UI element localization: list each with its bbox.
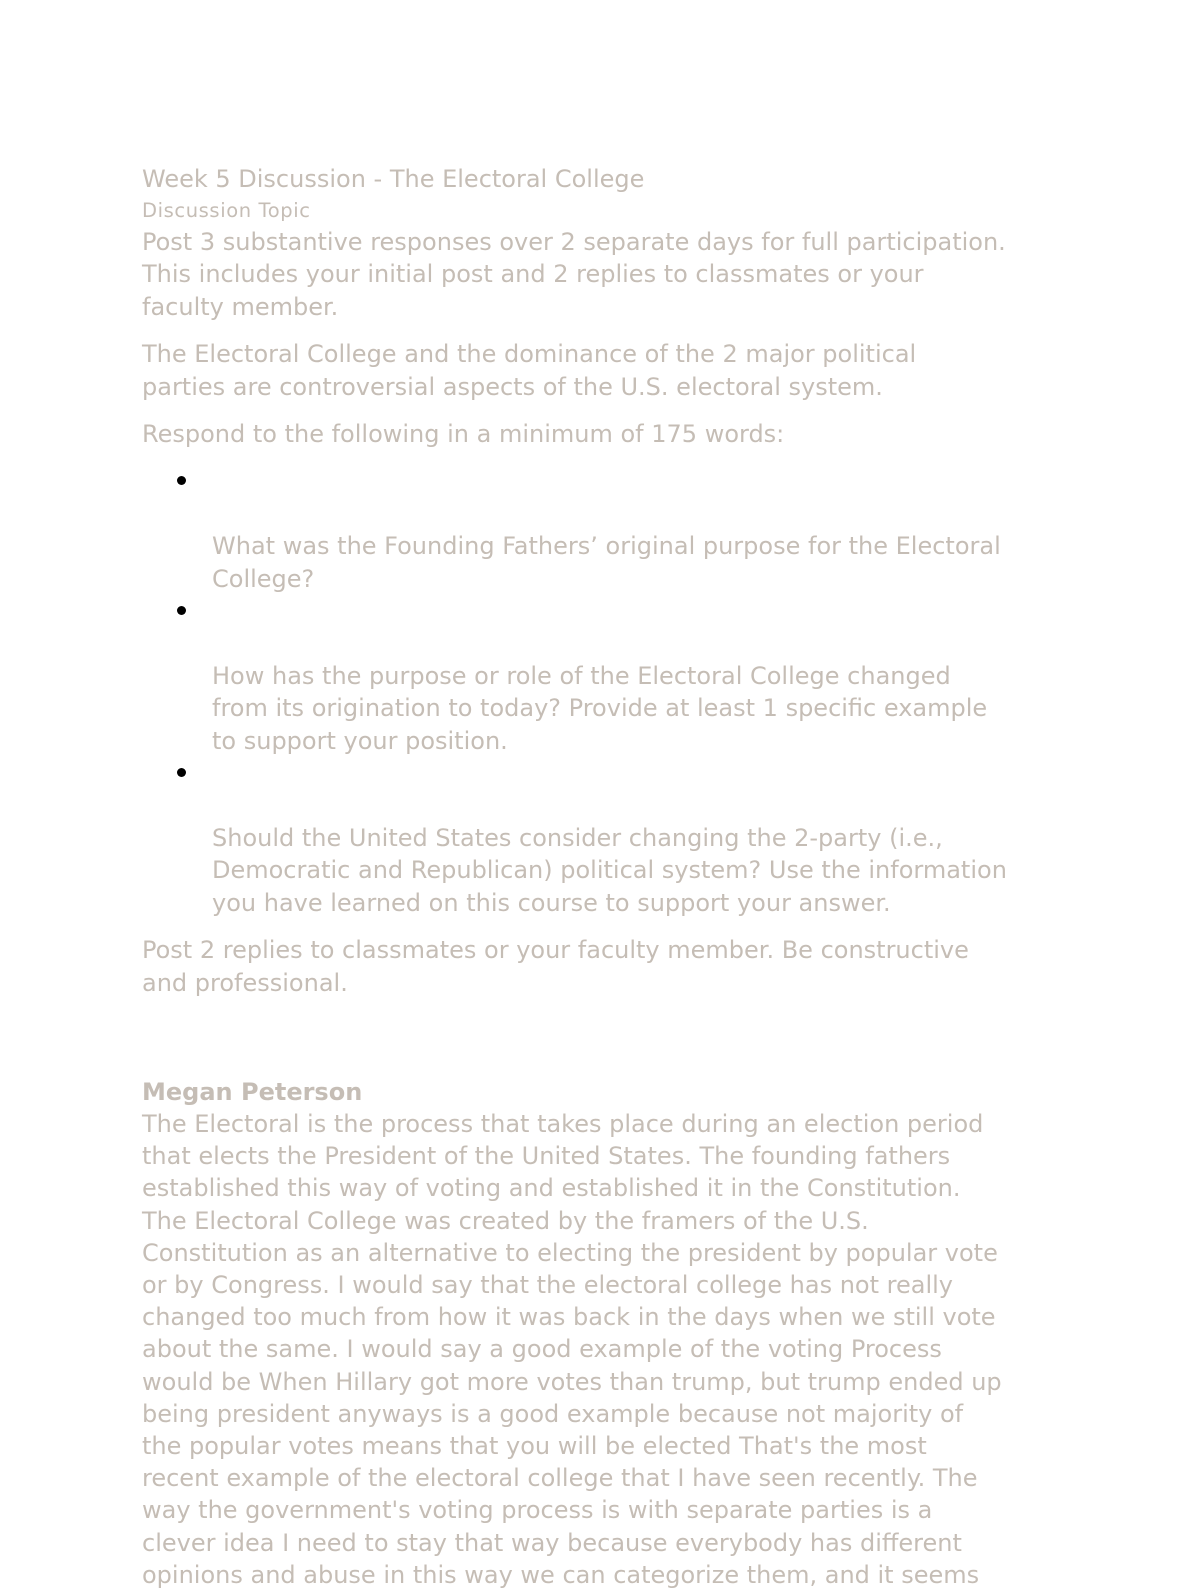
document-page: [142, 162, 1067, 1591]
discussion-prompts-list: [142, 465, 1067, 919]
list-item: [142, 465, 1067, 595]
prompt-text: What was the Founding Fathers’ original purpose for the Electoral College?: [212, 532, 1001, 593]
topic-context: The Electoral College and the dominance of the 2 major political parties are controversial aspects of the U.S. electoral system.: [142, 340, 917, 401]
list-item: [142, 757, 1067, 919]
section-spacer: [142, 1014, 1067, 1076]
response-author: Megan Peterson: [142, 1077, 363, 1106]
bullet-icon: [177, 768, 186, 777]
prompt-text: Should the United States consider changing the 2-party (i.e., Democratic and Republican) political system? Use the information you have learned on this course to support your answer.: [212, 823, 1007, 917]
participation-instructions: Post 3 substantive responses over 2 separate days for full participation. This includes your initial post and 2 replies to classmates or your faculty member.: [142, 228, 1006, 321]
response-instruction: Respond to the following in a minimum of 175 words:: [142, 420, 785, 449]
list-item: [142, 595, 1067, 757]
bullet-icon: [177, 606, 186, 615]
document-title: Week 5 Discussion - The Electoral College: [142, 165, 645, 193]
discussion-topic-label: Discussion Topic: [142, 199, 311, 222]
bullet-icon: [177, 476, 186, 485]
prompt-text: How has the purpose or role of the Electoral College changed from its origination to today? Provide at least 1 specific example to support your position.: [212, 661, 988, 755]
response-body: The Electoral is the process that takes place during an election period that elects the President of the United States. The founding fathers established this way of voting and established it in the Constitution. The Electoral College was created by the framers of the U.S. Constitution as an alternative to electing the president by popular vote or by Congress. I would say that the electoral college has not really changed too much from how it was back in the days when we still vote about the same. I would say a good example of the voting Process would be When Hillary got more votes than trump, but trump ended up being president anyways is a good example because not majority of the popular votes means that you will be elected That's the most recent example of the electoral college that I have seen recently. The way the government's voting process is with separate parties is a clever idea I need to stay that way because everybody has different opinions and abuse in this way we can categorize them, and it seems: [142, 1109, 1002, 1589]
reply-instructions: Post 2 replies to classmates or your faculty member. Be constructive and professional.: [142, 936, 969, 997]
